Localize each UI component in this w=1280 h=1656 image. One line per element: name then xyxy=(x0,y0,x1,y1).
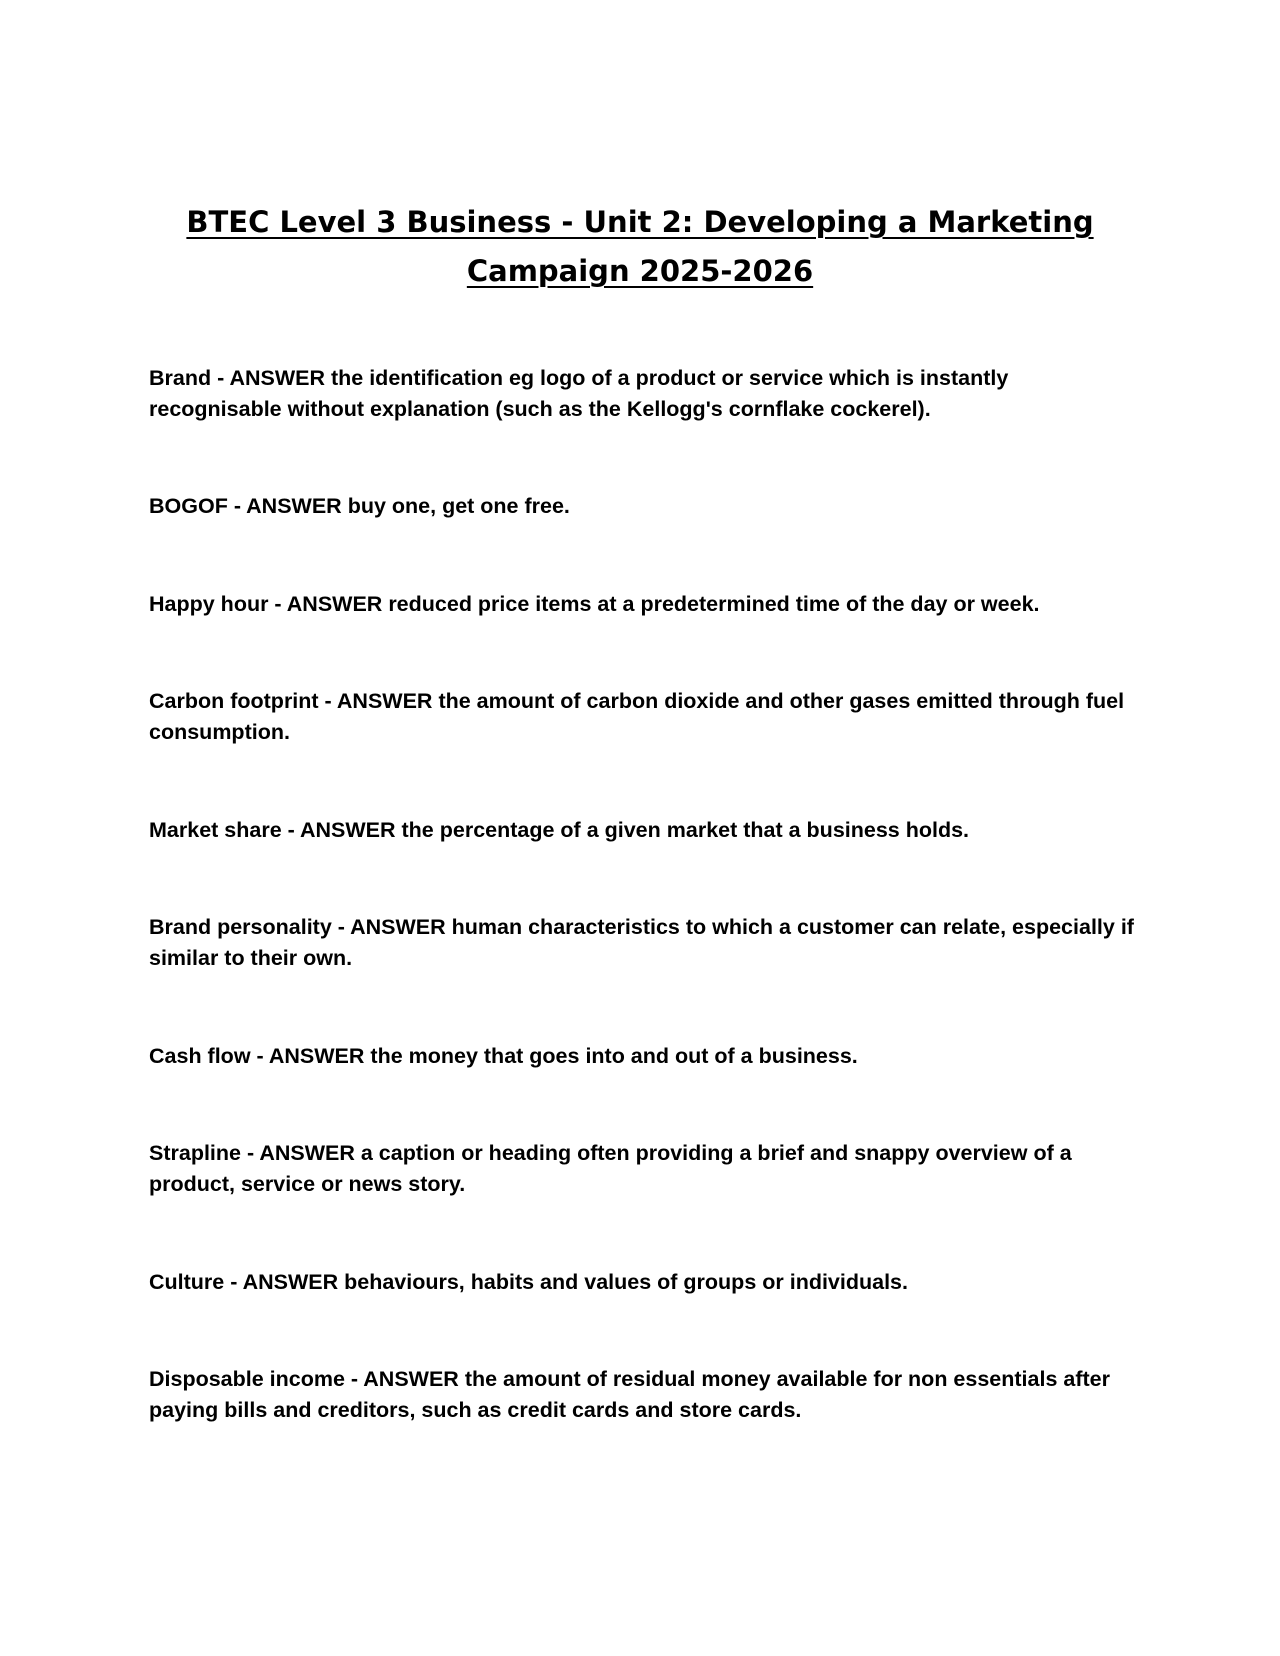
entry-definition: the money that goes into and out of a business. xyxy=(370,1044,858,1068)
entry-separator: - xyxy=(331,915,351,939)
entry-term: Strapline xyxy=(149,1141,241,1165)
glossary-list xyxy=(149,363,1140,1426)
entry-definition: the amount of residual money available for non essentials after paying bills and creditors, such as credit cards and store cards. xyxy=(149,1367,1116,1422)
entry-term: Brand xyxy=(149,366,212,390)
answer-label: ANSWER xyxy=(299,818,396,842)
glossary-entry xyxy=(149,1364,1134,1426)
glossary-entry xyxy=(149,1267,1134,1298)
entry-term: Brand personality xyxy=(149,915,332,939)
answer-label: ANSWER xyxy=(242,1270,339,1294)
answer-label: ANSWER xyxy=(286,592,383,616)
entry-definition: buy one, get one free. xyxy=(347,494,570,518)
glossary-entry xyxy=(149,491,1134,522)
entry-definition: the percentage of a given market that a business holds. xyxy=(401,818,970,842)
glossary-entry xyxy=(149,686,1134,748)
entry-definition: a caption or heading often providing a brief and snappy overview of a product, service or news story. xyxy=(149,1141,1078,1196)
entry-definition: behaviours, habits and values of groups or individuals. xyxy=(344,1270,908,1294)
answer-label: ANSWER xyxy=(268,1044,365,1068)
entry-separator: - xyxy=(344,1367,364,1391)
answer-label: ANSWER xyxy=(350,915,446,939)
entry-definition: reduced price items at a predetermined time of the day or week. xyxy=(388,592,1040,616)
entry-separator: - xyxy=(318,689,337,713)
entry-term: Market share xyxy=(149,818,282,842)
entry-separator: - xyxy=(227,494,247,518)
answer-label: ANSWER xyxy=(246,494,342,518)
entry-separator: - xyxy=(241,1141,260,1165)
entry-separator: - xyxy=(211,366,230,390)
answer-label: ANSWER xyxy=(259,1141,355,1165)
glossary-entry xyxy=(149,589,1134,620)
glossary-entry xyxy=(149,815,1134,846)
entry-definition: human characteristics to which a customer can relate, especially if similar to their own. xyxy=(149,915,1140,970)
answer-label: ANSWER xyxy=(336,689,433,713)
entry-term: BOGOF xyxy=(149,494,228,518)
glossary-entry xyxy=(149,912,1140,974)
entry-separator: - xyxy=(268,592,287,616)
entry-term: Happy hour xyxy=(149,592,269,616)
entry-separator: - xyxy=(281,818,300,842)
glossary-entry xyxy=(149,1138,1134,1200)
answer-label: ANSWER xyxy=(363,1367,459,1391)
entry-separator: - xyxy=(224,1270,243,1294)
entry-definition: the amount of carbon dioxide and other gases emitted through fuel consumption. xyxy=(149,689,1131,744)
entry-term: Carbon footprint xyxy=(149,689,319,713)
entry-definition: the identification eg logo of a product or service which is instantly recognisable without explanation (such as the Kellogg's cornflake cockerel). xyxy=(149,366,1015,421)
entry-separator: - xyxy=(250,1044,269,1068)
entry-term: Cash flow xyxy=(149,1044,251,1068)
glossary-entry xyxy=(149,363,1134,425)
entry-term: Culture xyxy=(149,1270,225,1294)
glossary-entry xyxy=(149,1041,1134,1072)
entry-term: Disposable income xyxy=(149,1367,345,1391)
document-title: BTEC Level 3 Business - Unit 2: Developing a Marketing Campaign 2025-2026 xyxy=(186,205,1094,288)
answer-label: ANSWER xyxy=(229,366,325,390)
